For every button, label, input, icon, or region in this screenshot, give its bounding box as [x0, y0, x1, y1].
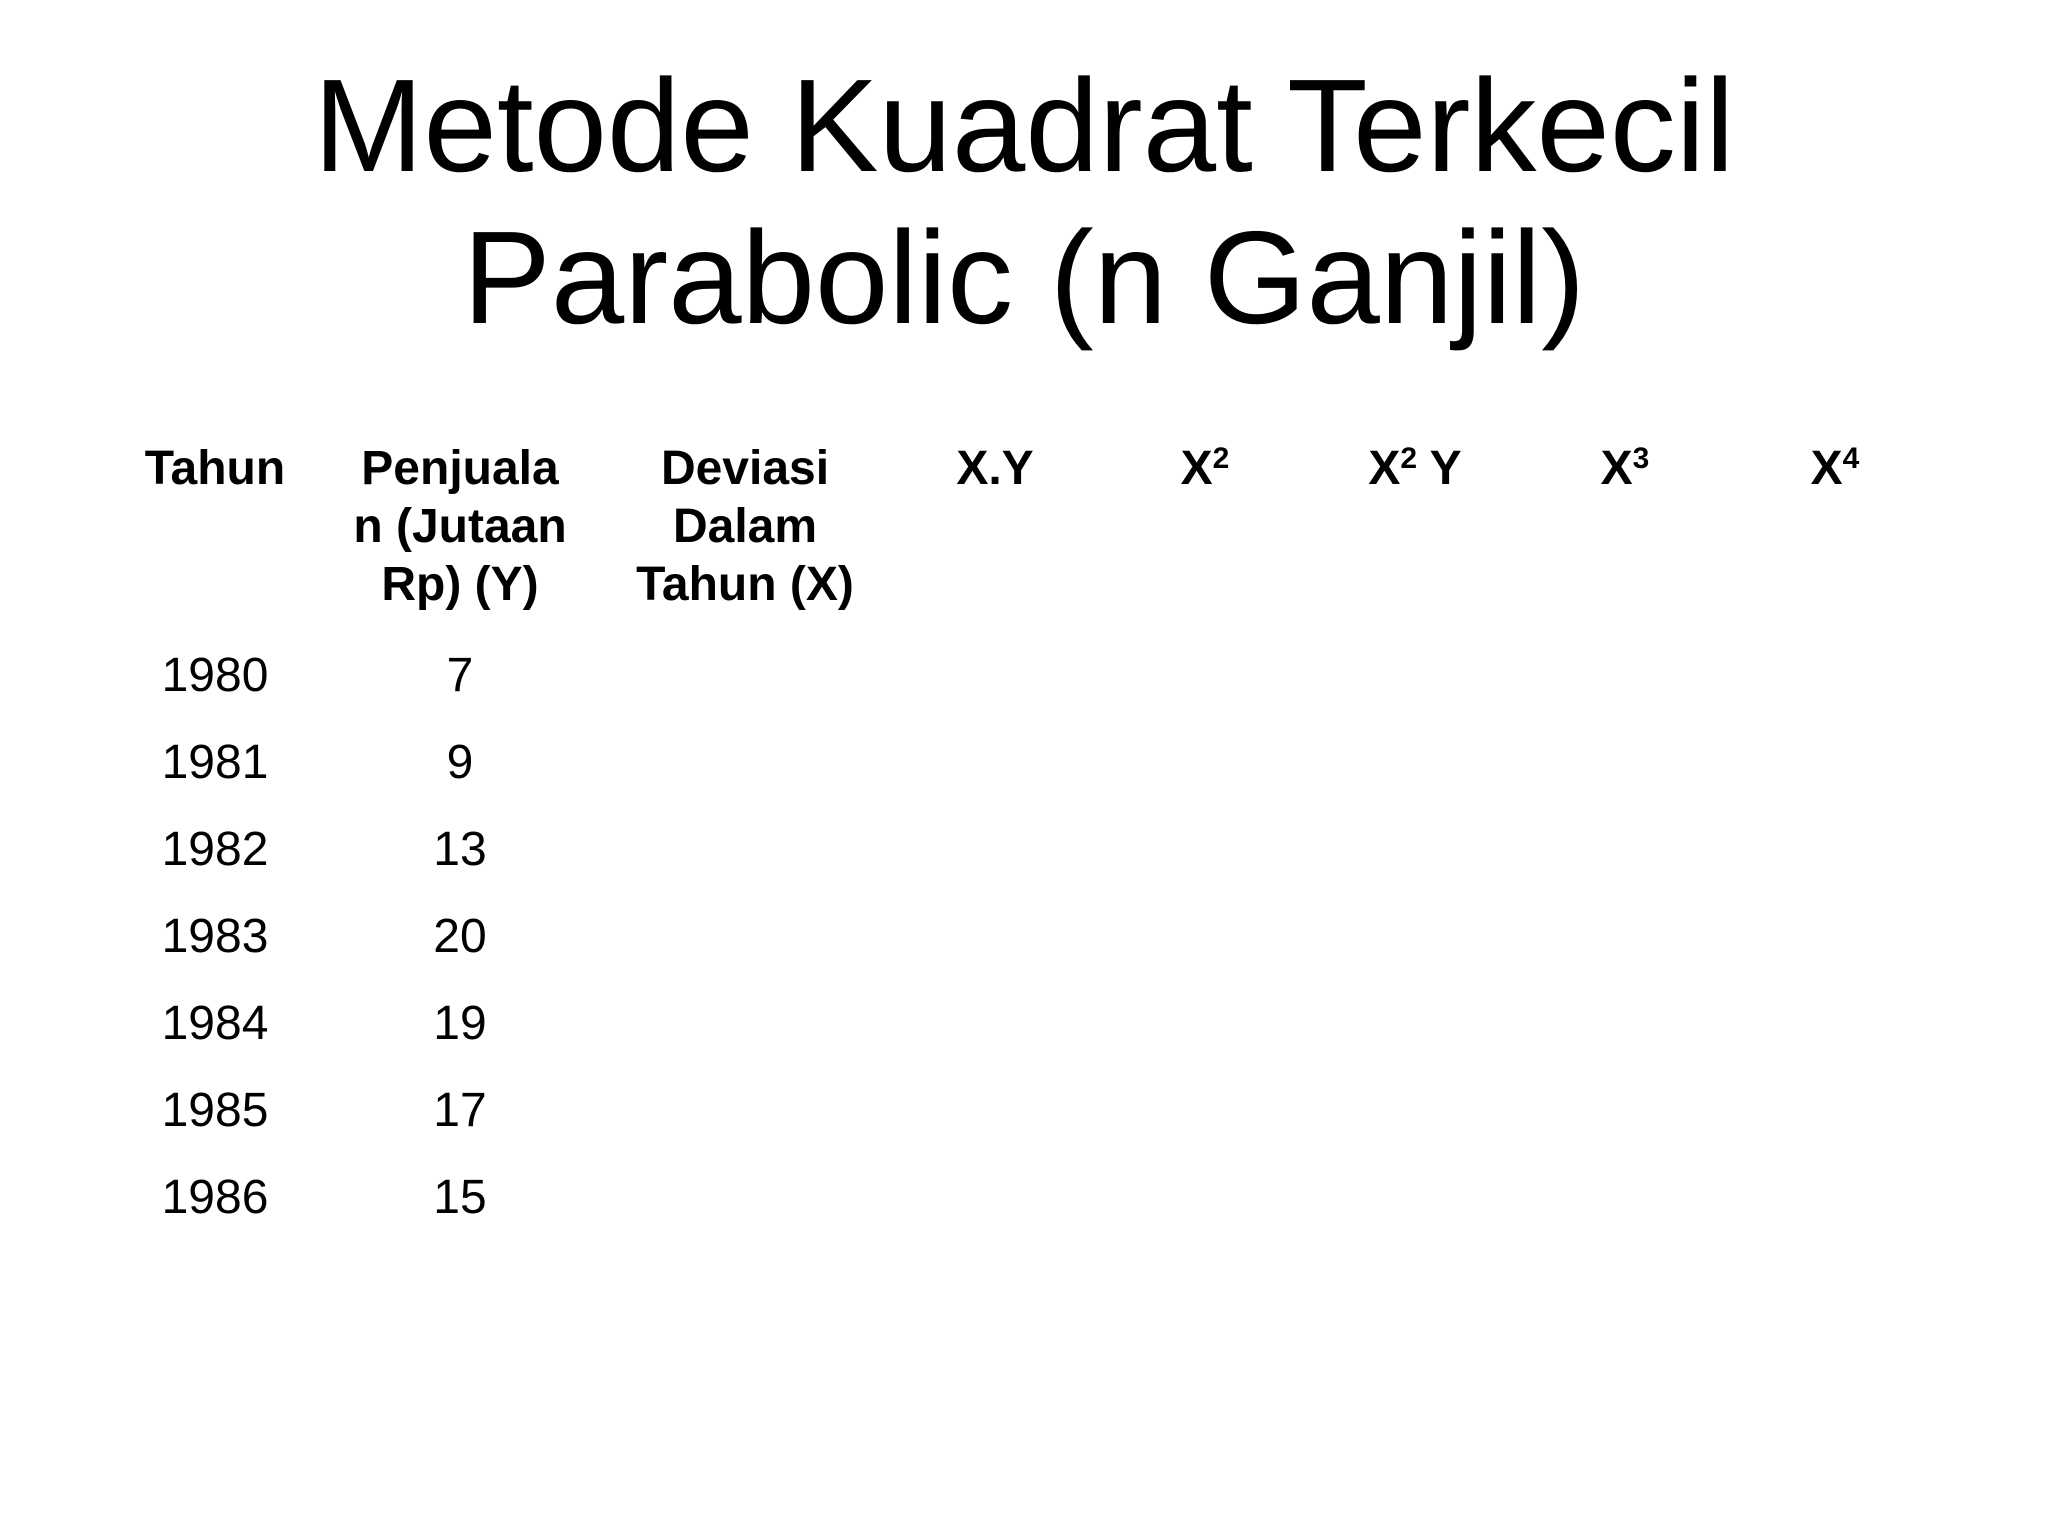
- cell-tahun: 1983: [161, 909, 269, 963]
- cell-x2y: [1310, 980, 1520, 1067]
- cell-x4: [1730, 893, 1940, 980]
- cell-x2y: [1310, 1067, 1520, 1154]
- header-x2: $X^2$: [1180, 442, 1230, 495]
- cell-tahun: 1985: [161, 1083, 269, 1137]
- cell-xy: [890, 893, 1100, 980]
- cell-x4: [1730, 1154, 1940, 1241]
- table-row: [110, 806, 1940, 893]
- cell-tahun: 1980: [161, 648, 269, 702]
- table-row: [110, 632, 1940, 719]
- cell-penjualan: 13: [433, 822, 487, 876]
- cell-deviasi: [600, 806, 890, 893]
- cell-x4: [1730, 719, 1940, 806]
- cell-x2: [1100, 806, 1310, 893]
- cell-xy: [890, 1067, 1100, 1154]
- cell-x3: [1520, 632, 1730, 719]
- cell-x2y: [1310, 632, 1520, 719]
- cell-penjualan: 15: [433, 1170, 487, 1224]
- cell-deviasi: [600, 893, 890, 980]
- cell-x3: [1520, 719, 1730, 806]
- cell-x3: [1520, 1067, 1730, 1154]
- slide-title: [0, 50, 2048, 354]
- header-x3: $X^3$: [1600, 442, 1650, 495]
- cell-xy: [890, 632, 1100, 719]
- cell-tahun: 1981: [161, 735, 269, 789]
- header-penjualan: Penjuala n (Jutaan Rp) (Y): [353, 442, 567, 611]
- cell-xy: [890, 1154, 1100, 1241]
- table-row: [110, 893, 1940, 980]
- cell-x4: [1730, 980, 1940, 1067]
- table-row: [110, 980, 1940, 1067]
- least-squares-table: [110, 440, 1940, 1241]
- cell-penjualan: 19: [433, 996, 487, 1050]
- cell-tahun: 1982: [161, 822, 269, 876]
- cell-x2y: [1310, 806, 1520, 893]
- cell-penjualan: 17: [433, 1083, 487, 1137]
- cell-deviasi: [600, 719, 890, 806]
- cell-x3: [1520, 1154, 1730, 1241]
- cell-penjualan: 9: [446, 735, 474, 789]
- cell-x2: [1100, 980, 1310, 1067]
- cell-x2: [1100, 893, 1310, 980]
- table-header-row: [110, 440, 1940, 632]
- cell-x3: [1520, 806, 1730, 893]
- cell-penjualan: 7: [446, 648, 474, 702]
- cell-x2: [1100, 719, 1310, 806]
- cell-x3: [1520, 893, 1730, 980]
- header-x2y: $X^2$ Y: [1368, 442, 1462, 495]
- slide-title-line-1: Metode Kuadrat Terkecil: [313, 52, 1735, 199]
- cell-xy: [890, 719, 1100, 806]
- cell-x2: [1100, 1154, 1310, 1241]
- header-tahun: Tahun: [144, 442, 286, 495]
- cell-x4: [1730, 1067, 1940, 1154]
- header-x4: $X^4$: [1810, 442, 1860, 495]
- table-row: [110, 1154, 1940, 1241]
- cell-tahun: 1986: [161, 1170, 269, 1224]
- table-row: [110, 719, 1940, 806]
- cell-xy: [890, 806, 1100, 893]
- cell-x2y: [1310, 719, 1520, 806]
- cell-x2: [1100, 1067, 1310, 1154]
- cell-x2y: [1310, 893, 1520, 980]
- cell-deviasi: [600, 632, 890, 719]
- cell-deviasi: [600, 1067, 890, 1154]
- header-xy: X.Y: [956, 442, 1034, 495]
- cell-x4: [1730, 806, 1940, 893]
- cell-penjualan: 20: [433, 909, 487, 963]
- cell-deviasi: [600, 1154, 890, 1241]
- header-deviasi: Deviasi Dalam Tahun (X): [636, 442, 854, 611]
- slide-title-line-2: Parabolic (n Ganjil): [462, 204, 1586, 351]
- table-row: [110, 1067, 1940, 1154]
- cell-xy: [890, 980, 1100, 1067]
- cell-tahun: 1984: [161, 996, 269, 1050]
- cell-x3: [1520, 980, 1730, 1067]
- cell-x2y: [1310, 1154, 1520, 1241]
- cell-x2: [1100, 632, 1310, 719]
- cell-x4: [1730, 632, 1940, 719]
- cell-deviasi: [600, 980, 890, 1067]
